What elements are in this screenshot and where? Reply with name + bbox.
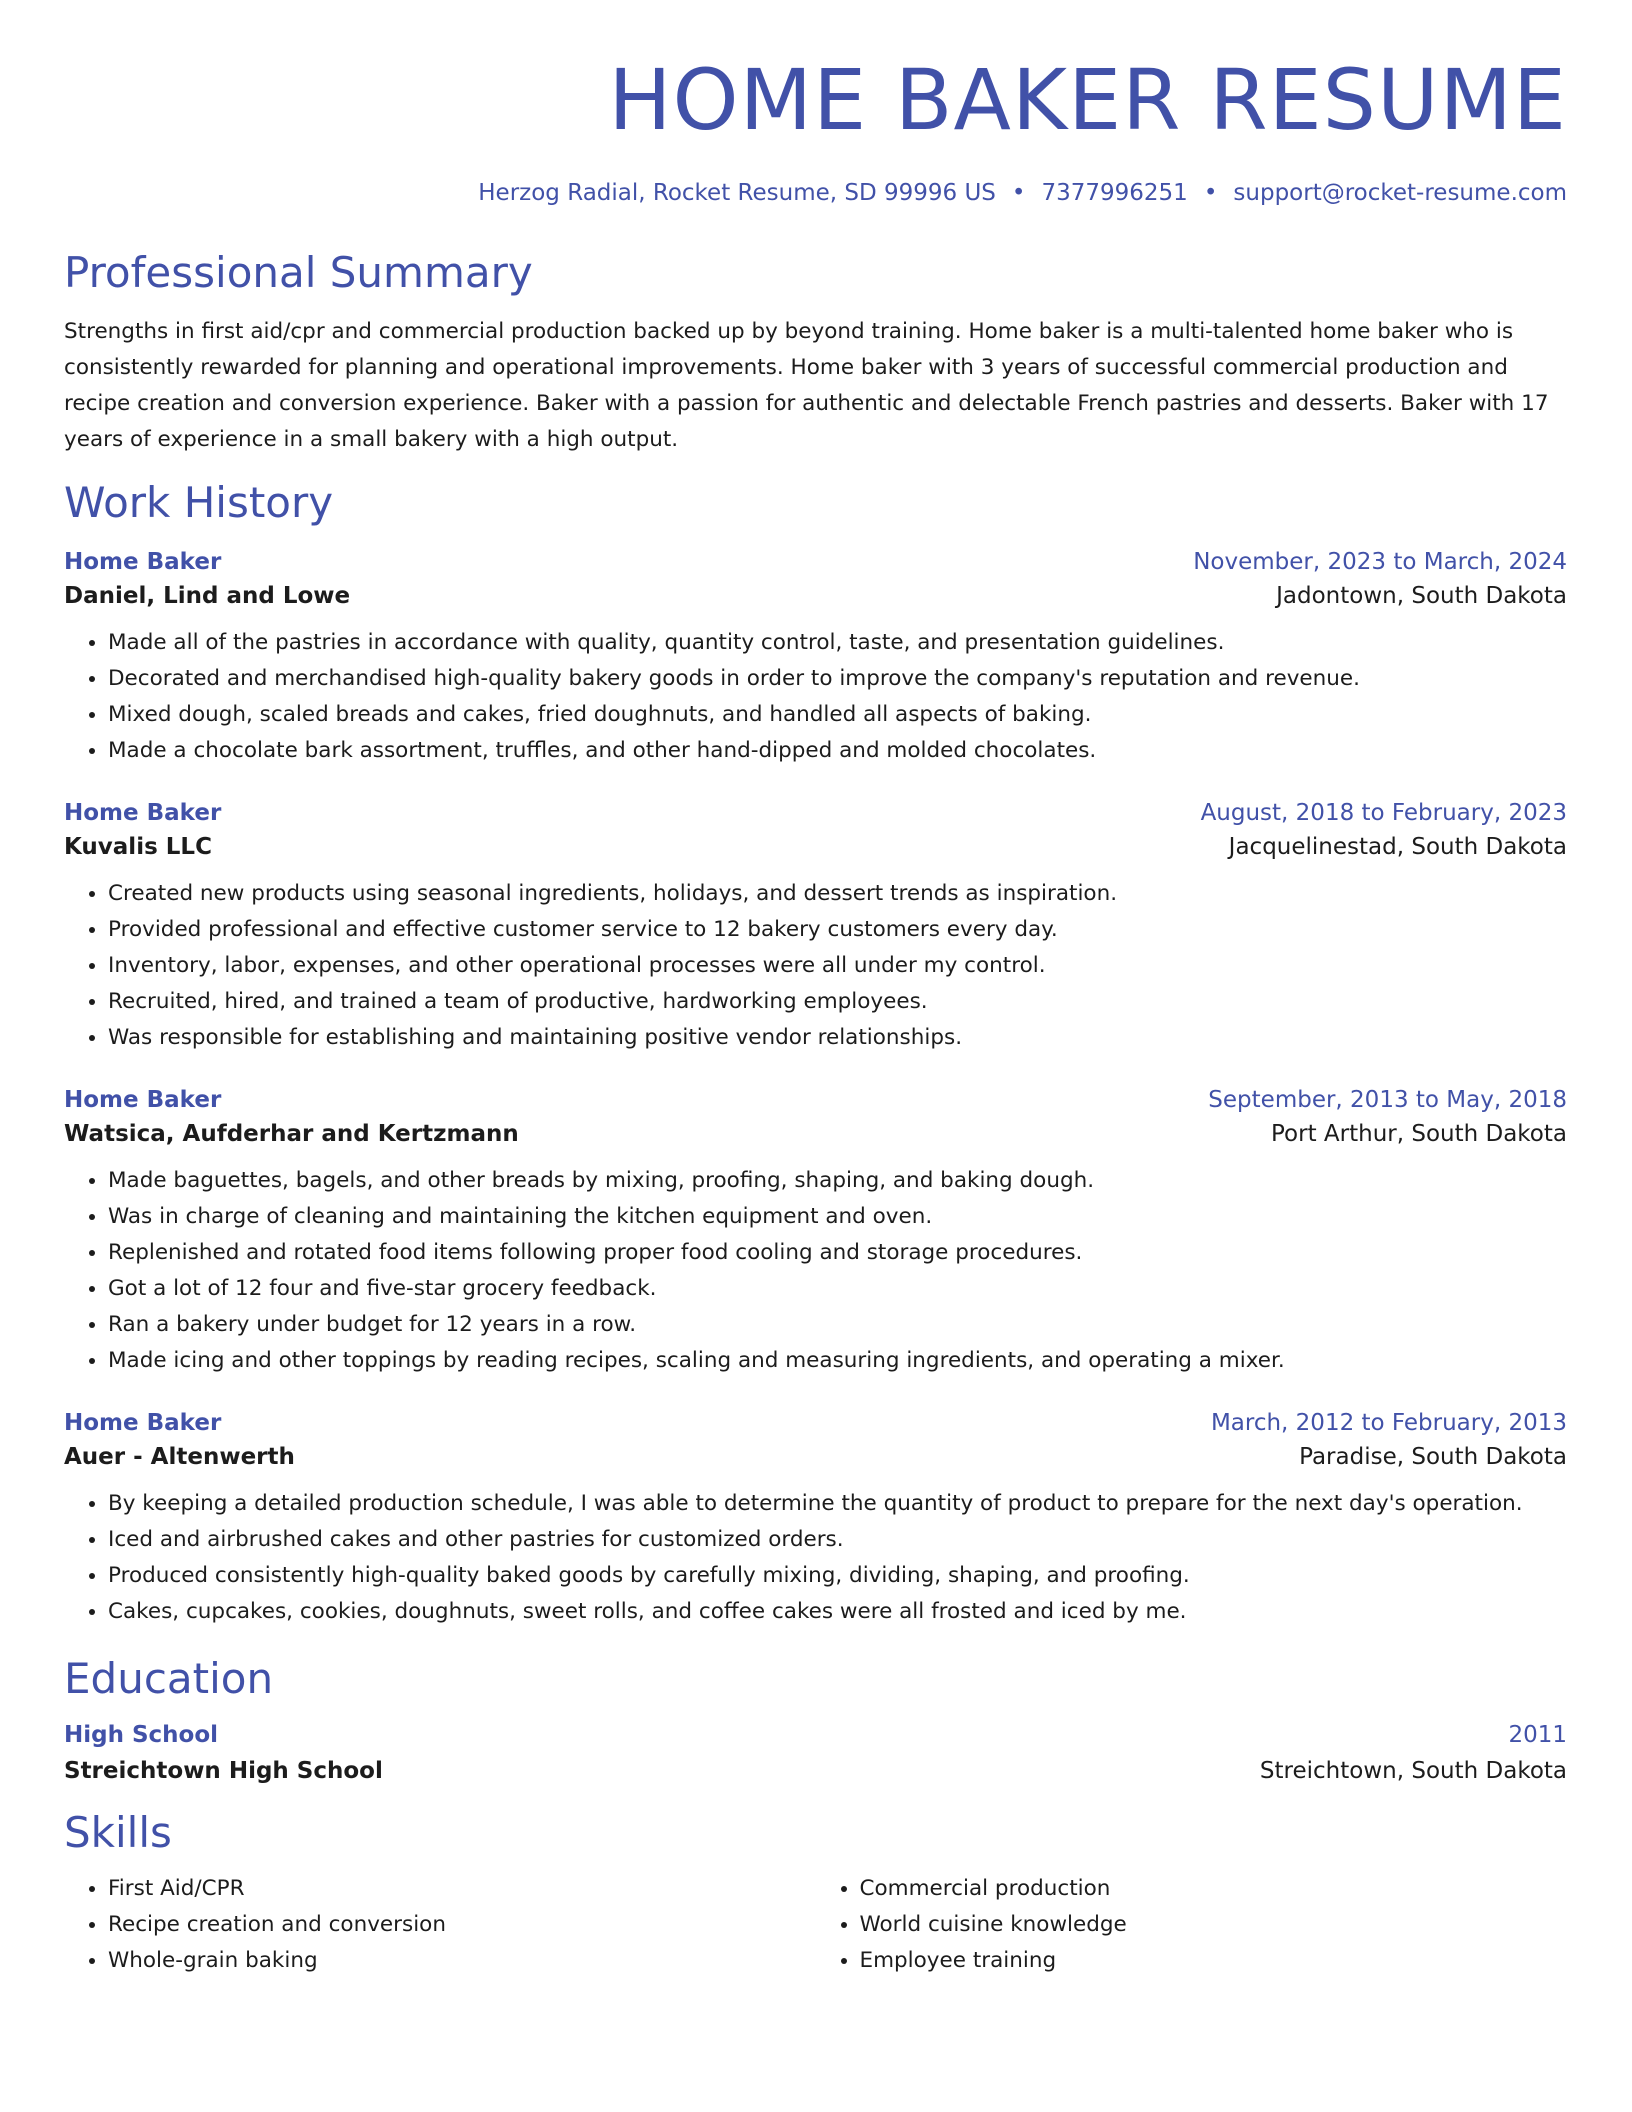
- job-bullets: [64, 1486, 1567, 1630]
- job-bullet: • Inventory, labor, expenses, and other operational processes were all under my control.: [108, 948, 1567, 984]
- job-title: Home Baker: [64, 1409, 222, 1436]
- job-bullet: • Created new products using seasonal ingredients, holidays, and dessert trends as inspiration.: [108, 876, 1567, 912]
- resume-title: HOME BAKER RESUME: [608, 51, 1567, 149]
- contact-address: Herzog Radial, Rocket Resume, SD 99996 US: [478, 180, 996, 206]
- skill-item: • Whole-grain baking: [108, 1943, 816, 1979]
- job-dates: March, 2012 to February, 2013: [1210, 1409, 1567, 1436]
- job-location: Port Arthur, South Dakota: [1271, 1120, 1567, 1147]
- job-entry: [64, 800, 1567, 1056]
- job-bullet: • Ran a bakery under budget for 12 years in a row.: [108, 1307, 1567, 1343]
- job-dates: November, 2023 to March, 2024: [1193, 548, 1567, 575]
- job-bullet: • Decorated and merchandised high-quality bakery goods in order to improve the company's reputation and revenue.: [108, 661, 1567, 697]
- job-entry: [64, 1087, 1567, 1379]
- job-company: Auer - Altenwerth: [64, 1443, 295, 1470]
- job-location: Jacquelinestad, South Dakota: [1228, 833, 1567, 860]
- job-location: Paradise, South Dakota: [1299, 1443, 1567, 1470]
- job-bullets: [64, 625, 1567, 769]
- education-school: Streichtown High School: [64, 1758, 383, 1785]
- skill-item: • Commercial production: [860, 1871, 1568, 1907]
- job-title: Home Baker: [64, 1086, 222, 1113]
- job-dates: August, 2018 to February, 2023: [1200, 799, 1567, 826]
- job-bullet: • Made all of the pastries in accordance with quality, quantity control, taste, and presentation guidelines.: [108, 625, 1567, 661]
- contact-separator: •: [1011, 180, 1026, 206]
- resume-page: [64, 0, 1567, 1979]
- education-heading: Education: [64, 1653, 274, 1703]
- skills-column-left: [64, 1871, 816, 1979]
- job-bullet: • Was in charge of cleaning and maintaining the kitchen equipment and oven.: [108, 1199, 1567, 1235]
- job-bullets: [64, 876, 1567, 1056]
- job-bullet: • Made a chocolate bark assortment, truffles, and other hand-dipped and molded chocolates.: [108, 733, 1567, 769]
- job-bullet: • Made baguettes, bagels, and other breads by mixing, proofing, shaping, and baking dough.: [108, 1163, 1567, 1199]
- job-bullet: • Recruited, hired, and trained a team of productive, hardworking employees.: [108, 984, 1567, 1020]
- job-entry: [64, 549, 1567, 769]
- job-bullet: • Got a lot of 12 four and five-star grocery feedback.: [108, 1271, 1567, 1307]
- skills-heading: Skills: [64, 1808, 172, 1858]
- job-title: Home Baker: [64, 548, 222, 575]
- work-history-heading: Work History: [64, 478, 334, 528]
- education-entry: [64, 1722, 1567, 1784]
- contact-email[interactable]: support@rocket-resume.com: [1233, 180, 1567, 206]
- job-bullet: • Cakes, cupcakes, cookies, doughnuts, sweet rolls, and coffee cakes were all frosted and iced by me.: [108, 1594, 1567, 1630]
- skill-item: • First Aid/CPR: [108, 1871, 816, 1907]
- job-bullet: • Iced and airbrushed cakes and other pastries for customized orders.: [108, 1522, 1567, 1558]
- job-bullet: • Mixed dough, scaled breads and cakes, fried doughnuts, and handled all aspects of baking.: [108, 697, 1567, 733]
- job-bullet: • Produced consistently high-quality baked goods by carefully mixing, dividing, shaping, and proofing.: [108, 1558, 1567, 1594]
- job-company: Watsica, Aufderhar and Kertzmann: [64, 1120, 519, 1147]
- job-bullet: • Made icing and other toppings by reading recipes, scaling and measuring ingredients, and operating a mixer.: [108, 1343, 1567, 1379]
- skill-item: • Employee training: [860, 1943, 1568, 1979]
- job-location: Jadontown, South Dakota: [1276, 582, 1567, 609]
- education-year: 2011: [1508, 1722, 1567, 1749]
- skills-list: [64, 1871, 1567, 1979]
- job-bullet: • Was responsible for establishing and maintaining positive vendor relationships.: [108, 1020, 1567, 1056]
- job-company: Kuvalis LLC: [64, 833, 212, 860]
- job-dates: September, 2013 to May, 2018: [1208, 1086, 1567, 1113]
- contact-separator: •: [1203, 180, 1218, 206]
- job-title: Home Baker: [64, 799, 222, 826]
- contact-line: [64, 180, 1567, 206]
- job-bullet: • By keeping a detailed production schedule, I was able to determine the quantity of product to prepare for the next day's operation.: [108, 1486, 1567, 1522]
- skill-item: • World cuisine knowledge: [860, 1907, 1568, 1943]
- education-location: Streichtown, South Dakota: [1259, 1758, 1567, 1785]
- summary-text: Strengths in first aid/cpr and commercial production backed up by beyond training. Home baker is a multi-talented home baker who is consistently rewarded for planning and operational improvements. Home baker with 3 years of successful commercial production and recipe creation and conversion experience. Baker with a passion for authentic and delectable French pastries and desserts. Baker with 17 years of experience in a small bakery with a high output.: [64, 319, 1549, 453]
- job-company: Daniel, Lind and Lowe: [64, 582, 351, 609]
- job-entry: [64, 1410, 1567, 1630]
- skill-item: • Recipe creation and conversion: [108, 1907, 816, 1943]
- job-bullet: • Replenished and rotated food items following proper food cooling and storage procedures.: [108, 1235, 1567, 1271]
- education-degree: High School: [64, 1722, 219, 1749]
- job-bullet: • Provided professional and effective customer service to 12 bakery customers every day.: [108, 912, 1567, 948]
- job-bullets: [64, 1163, 1567, 1379]
- contact-phone[interactable]: 7377996251: [1041, 180, 1188, 206]
- summary-heading: Professional Summary: [64, 248, 533, 297]
- skills-column-right: [816, 1871, 1568, 1979]
